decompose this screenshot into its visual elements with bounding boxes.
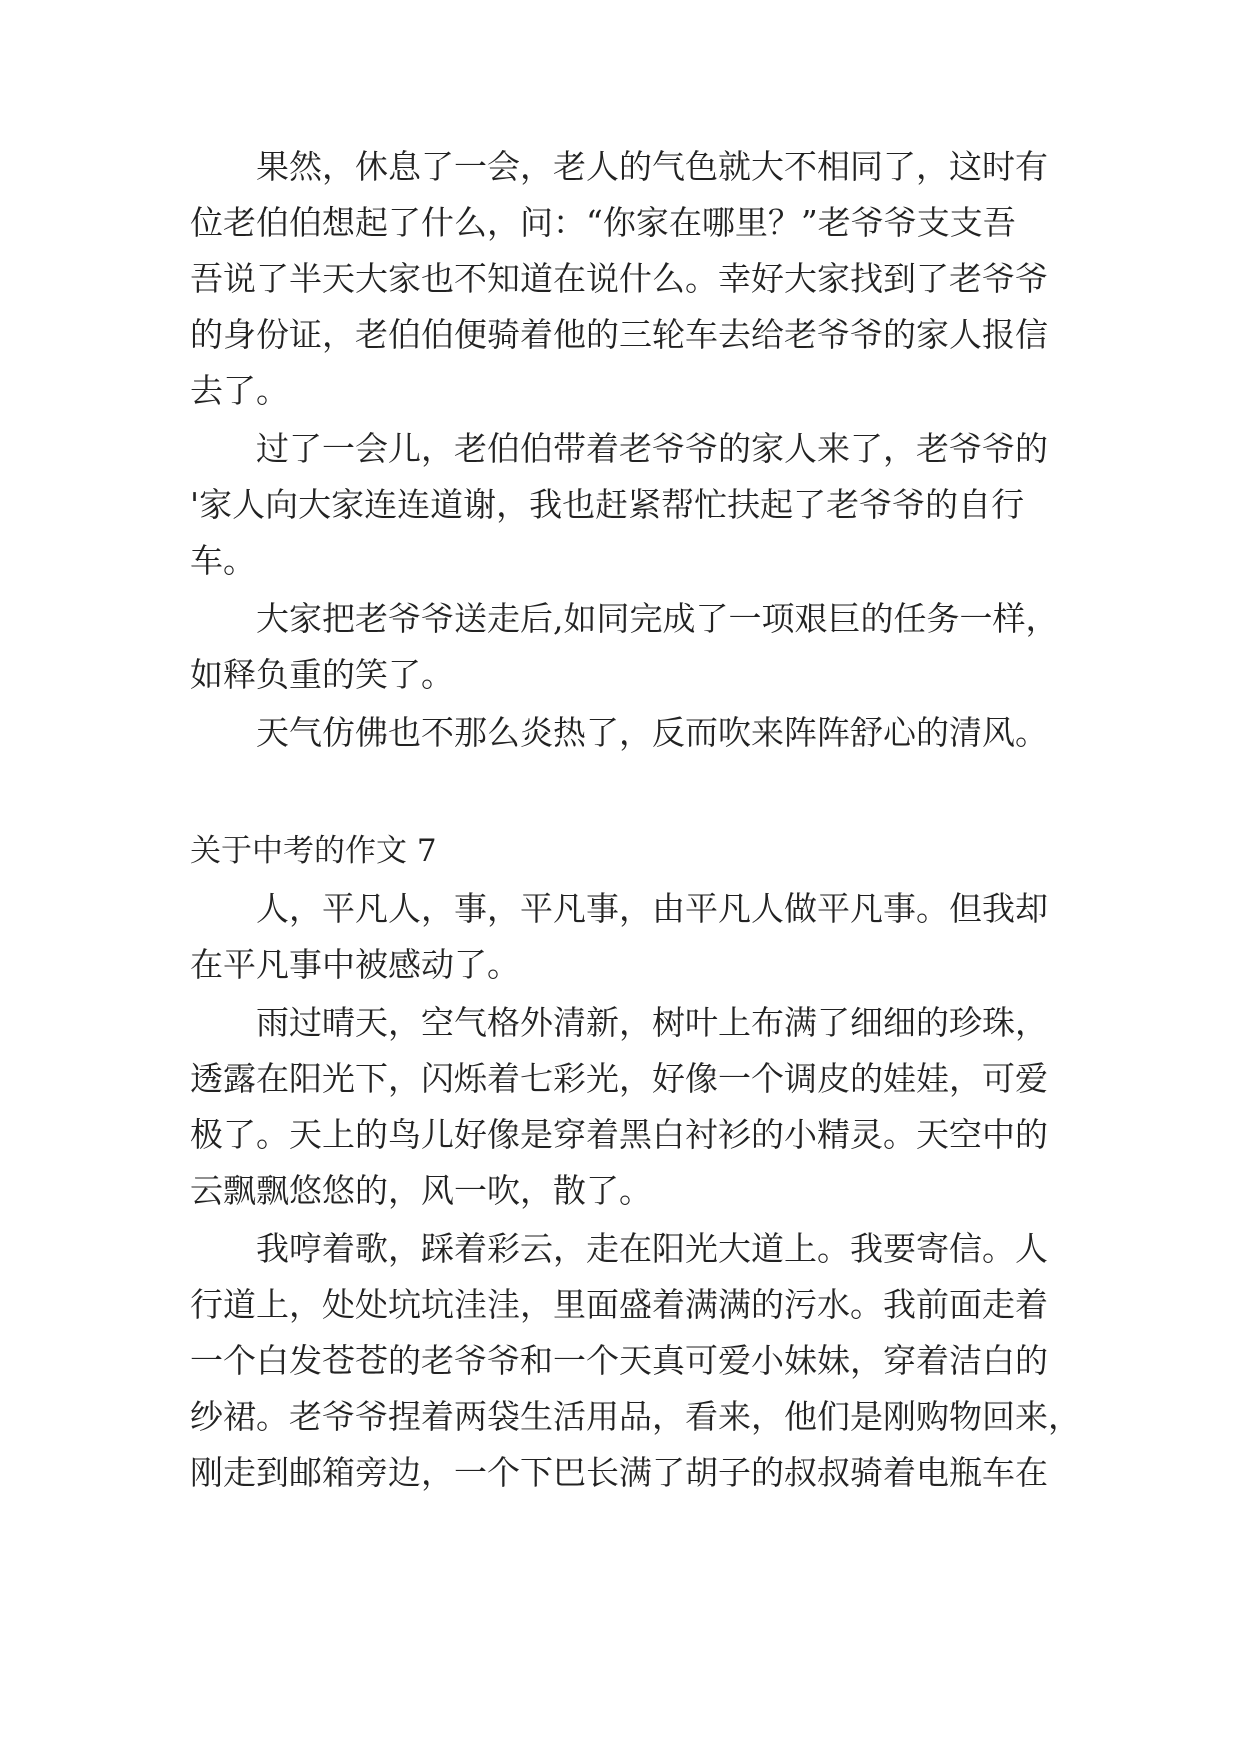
paragraph-line: 我哼着歌，踩着彩云，走在阳光大道上。我要寄信。人 — [256, 1229, 1048, 1268]
paragraph-line: 的身份证，老伯伯便骑着他的三轮车去给老爷爷的家人报信 — [190, 315, 1048, 354]
paragraph-line: 纱裙。老爷爷捏着两袋生活用品，看来，他们是刚购物回来， — [190, 1397, 1081, 1436]
paragraph-line: 位老伯伯想起了什么，问：“你家在哪里？”老爷爷支支吾 — [190, 203, 1016, 242]
paragraph-line: 透露在阳光下，闪烁着七彩光，好像一个调皮的娃娃，可爱 — [190, 1059, 1048, 1098]
paragraph-line: '家人向大家连连道谢，我也赶紧帮忙扶起了老爷爷的自行 — [190, 485, 1025, 524]
paragraph-line: 刚走到邮箱旁边，一个下巴长满了胡子的叔叔骑着电瓶车在 — [190, 1453, 1048, 1492]
paragraph-line: 行道上，处处坑坑洼洼，里面盛着满满的污水。我前面走着 — [190, 1285, 1048, 1324]
paragraph-line: 天气仿佛也不那么炎热了，反而吹来阵阵舒心的清风。 — [256, 713, 1048, 752]
paragraph-line: 吾说了半天大家也不知道在说什么。幸好大家找到了老爷爷 — [190, 259, 1048, 298]
paragraph-line: 雨过晴天，空气格外清新，树叶上布满了细细的珍珠， — [256, 1003, 1048, 1042]
section-heading: 关于中考的作文 7 — [190, 833, 437, 869]
paragraph-line: 在平凡事中被感动了。 — [190, 945, 520, 984]
paragraph-line: 过了一会儿，老伯伯带着老爷爷的家人来了，老爷爷的 — [256, 429, 1048, 468]
paragraph-line: 云飘飘悠悠的，风一吹，散了。 — [190, 1171, 652, 1210]
paragraph-line: 大家把老爷爷送走后,如同完成了一项艰巨的任务一样， — [256, 599, 1059, 638]
paragraph-line: 车。 — [190, 541, 256, 580]
paragraph-line: 去了。 — [190, 371, 289, 410]
paragraph-line: 如释负重的笑了。 — [190, 655, 454, 694]
paragraph-line: 人，平凡人，事，平凡事，由平凡人做平凡事。但我却 — [256, 889, 1048, 928]
paragraph-line: 极了。天上的鸟儿好像是穿着黑白衬衫的小精灵。天空中的 — [190, 1115, 1048, 1154]
paragraph-line: 果然，休息了一会，老人的气色就大不相同了，这时有 — [256, 147, 1048, 186]
paragraph-line: 一个白发苍苍的老爷爷和一个天真可爱小妹妹，穿着洁白的 — [190, 1341, 1048, 1380]
